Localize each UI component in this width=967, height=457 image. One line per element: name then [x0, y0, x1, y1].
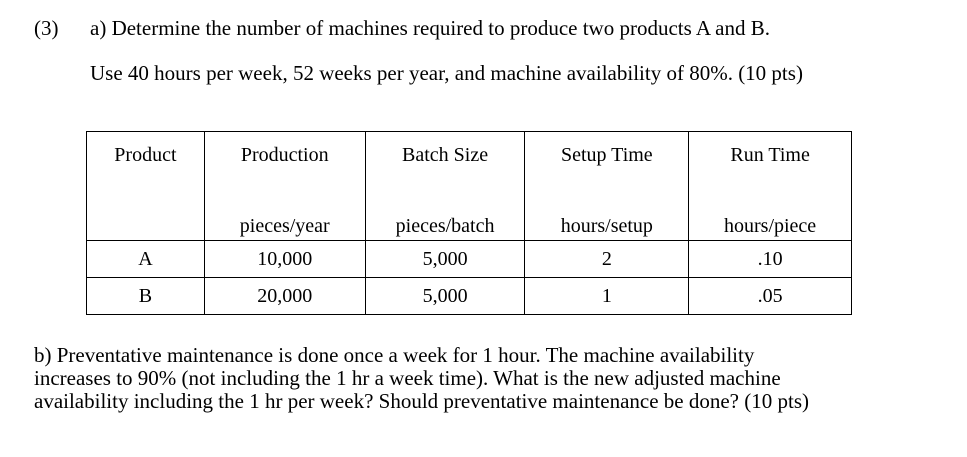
header-production: [204, 132, 365, 241]
header-unit: hours/piece: [724, 215, 817, 237]
question-number: (3): [34, 16, 59, 40]
header-run-time: [689, 132, 852, 241]
cell-batch-size: 5,000: [365, 278, 525, 315]
cell-run-time: .05: [689, 278, 852, 315]
header-product: [87, 132, 205, 241]
cell-setup-time: 2: [525, 241, 689, 278]
cell-production: 10,000: [204, 241, 365, 278]
cell-setup-time: 1: [525, 278, 689, 315]
cell-product: B: [87, 278, 205, 315]
header-unit: pieces/year: [239, 215, 330, 237]
part-a-line-2: Use 40 hours per week, 52 weeks per year, and machine availability of 80%. (10 pts): [90, 61, 803, 85]
part-b-text: [34, 344, 954, 413]
part-b-line-3: availability including the 1 hr per week? Should preventative maintenance be done? (10 pts): [34, 389, 809, 413]
part-b-line-1: b) Preventative maintenance is done once a week for 1 hour. The machine availability: [34, 343, 755, 367]
header-unit: pieces/batch: [395, 215, 495, 237]
part-b-line-2: increases to 90% (not including the 1 hr a week time). What is the new adjusted machine: [34, 366, 781, 390]
table-header-row: [87, 132, 852, 241]
cell-production: 20,000: [204, 278, 365, 315]
production-table: [86, 131, 852, 315]
header-label: Batch Size: [402, 144, 489, 166]
header-label: Setup Time: [560, 144, 653, 166]
header-label: Product: [114, 144, 177, 166]
header-label: Production: [240, 144, 329, 166]
header-unit: hours/setup: [560, 215, 653, 237]
table-row: [87, 278, 852, 315]
cell-run-time: .10: [689, 241, 852, 278]
cell-product: A: [87, 241, 205, 278]
cell-batch-size: 5,000: [365, 241, 525, 278]
header-setup-time: [525, 132, 689, 241]
table-row: [87, 241, 852, 278]
part-a-line-1: a) Determine the number of machines required to produce two products A and B.: [90, 16, 770, 40]
header-label: Run Time: [730, 144, 810, 166]
header-batch-size: [365, 132, 525, 241]
